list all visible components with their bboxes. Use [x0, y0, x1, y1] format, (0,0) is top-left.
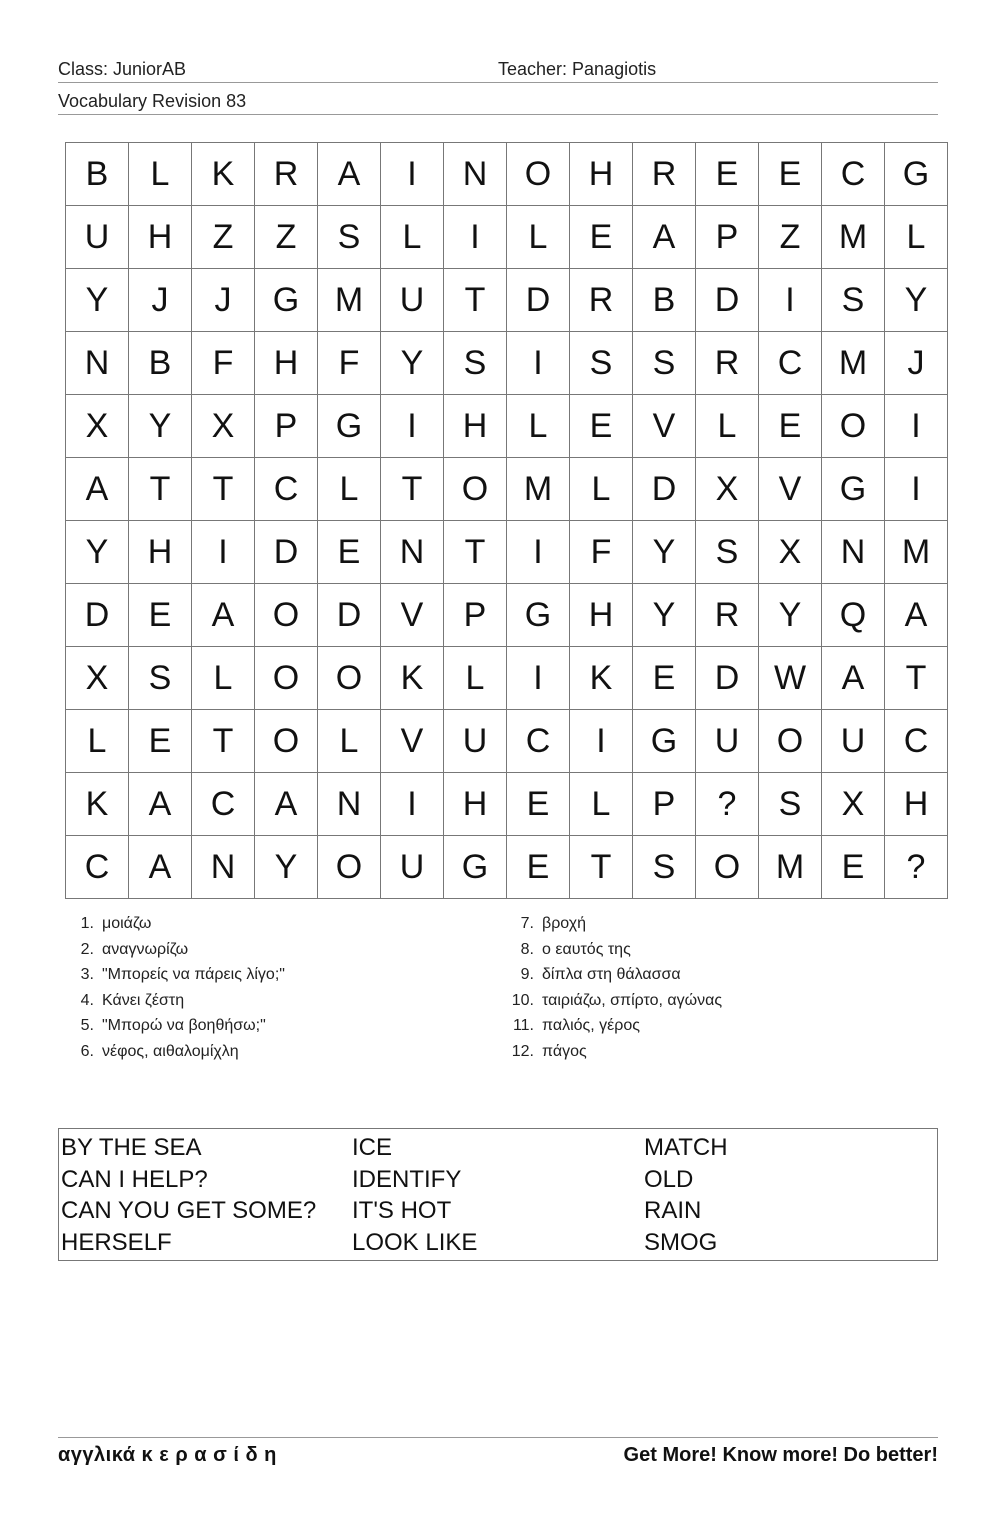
word-bank-entry: RAIN [644, 1197, 702, 1224]
grid-cell[interactable]: I [507, 521, 570, 584]
grid-cell[interactable]: Z [192, 206, 255, 269]
grid-cell[interactable]: Z [759, 206, 822, 269]
grid-cell[interactable]: J [129, 269, 192, 332]
grid-cell[interactable]: F [570, 521, 633, 584]
grid-row [66, 584, 948, 647]
clue-number: 7. [520, 915, 534, 932]
grid-cell[interactable]: V [759, 458, 822, 521]
grid-cell[interactable]: A [129, 773, 192, 836]
grid-row [66, 269, 948, 332]
grid-cell[interactable]: G [822, 458, 885, 521]
grid-cell[interactable]: D [255, 521, 318, 584]
word-bank-entry: BY THE SEA [61, 1134, 202, 1161]
grid-cell[interactable]: E [759, 395, 822, 458]
grid-cell[interactable]: C [255, 458, 318, 521]
grid-cell[interactable]: H [570, 143, 633, 206]
grid-cell[interactable]: I [381, 395, 444, 458]
clue-number: 4. [80, 991, 94, 1009]
grid-cell[interactable]: L [507, 395, 570, 458]
grid-cell[interactable]: S [318, 206, 381, 269]
grid-cell[interactable]: M [318, 269, 381, 332]
word-bank-entry: ICE [352, 1134, 393, 1161]
grid-cell[interactable]: A [255, 773, 318, 836]
grid-cell[interactable]: H [885, 773, 948, 836]
grid-cell[interactable]: F [318, 332, 381, 395]
grid-cell[interactable]: J [885, 332, 948, 395]
footer-brand: αγγλικά κ ε ρ α σ ί δ η [58, 1444, 277, 1466]
clue-number: 6. [80, 1042, 94, 1060]
grid-cell[interactable]: X [696, 458, 759, 521]
grid-cell[interactable]: I [759, 269, 822, 332]
grid-cell[interactable]: E [318, 521, 381, 584]
header-row-2 [58, 90, 938, 115]
grid-cell[interactable]: Y [633, 584, 696, 647]
grid-cell[interactable]: D [633, 458, 696, 521]
grid-cell[interactable]: U [444, 710, 507, 773]
grid-cell[interactable]: E [570, 206, 633, 269]
grid-cell[interactable]: I [444, 206, 507, 269]
grid-cell[interactable]: I [507, 332, 570, 395]
grid-cell[interactable]: T [885, 647, 948, 710]
grid-cell[interactable]: I [381, 773, 444, 836]
clue-item [58, 913, 285, 939]
grid-cell[interactable]: L [570, 773, 633, 836]
grid-cell[interactable]: E [822, 836, 885, 899]
grid-cell[interactable]: L [696, 395, 759, 458]
class-label: Class: JuniorAB [58, 59, 187, 79]
grid-cell[interactable]: P [633, 773, 696, 836]
grid-cell[interactable]: M [885, 521, 948, 584]
grid-cell[interactable]: H [255, 332, 318, 395]
clue-number: 8. [520, 940, 534, 958]
grid-cell[interactable]: ? [885, 836, 948, 899]
grid-cell[interactable]: A [66, 458, 129, 521]
grid-cell[interactable]: M [507, 458, 570, 521]
clue-text: βροχή [542, 915, 587, 932]
grid-cell[interactable]: A [192, 584, 255, 647]
grid-row [66, 773, 948, 836]
grid-cell[interactable]: Y [66, 269, 129, 332]
grid-cell[interactable]: D [66, 584, 129, 647]
grid-cell[interactable]: X [66, 395, 129, 458]
grid-row [66, 710, 948, 773]
clue-item [58, 939, 285, 965]
grid-cell[interactable]: S [129, 647, 192, 710]
grid-cell[interactable]: I [570, 710, 633, 773]
grid-cell[interactable]: Z [255, 206, 318, 269]
grid-cell[interactable]: T [444, 521, 507, 584]
grid-cell[interactable]: B [129, 332, 192, 395]
grid-cell[interactable]: M [759, 836, 822, 899]
grid-cell[interactable]: X [822, 773, 885, 836]
grid-cell[interactable]: O [444, 458, 507, 521]
grid-cell[interactable]: O [255, 647, 318, 710]
grid-cell[interactable]: N [381, 521, 444, 584]
grid-cell[interactable]: A [129, 836, 192, 899]
word-search-grid [65, 142, 948, 899]
grid-cell[interactable]: O [255, 584, 318, 647]
clue-text: νέφος, αιθαλομίχλη [102, 1042, 239, 1060]
grid-cell[interactable]: Y [381, 332, 444, 395]
clue-item [58, 990, 285, 1016]
grid-cell[interactable]: M [822, 332, 885, 395]
grid-cell[interactable]: X [192, 395, 255, 458]
worksheet-title: Vocabulary Revision 83 [58, 91, 247, 111]
clue-number: 3. [80, 966, 94, 984]
clue-number: 10. [511, 991, 534, 1009]
grid-cell[interactable]: I [885, 458, 948, 521]
grid-cell[interactable]: G [507, 584, 570, 647]
grid-cell[interactable]: Y [66, 521, 129, 584]
grid-cell[interactable]: T [192, 710, 255, 773]
clue-text: ο εαυτός της [542, 940, 631, 958]
grid-cell[interactable]: T [444, 269, 507, 332]
grid-cell[interactable]: K [192, 143, 255, 206]
grid-cell[interactable]: Q [822, 584, 885, 647]
clue-item [498, 964, 722, 990]
grid-cell[interactable]: O [255, 710, 318, 773]
grid-cell[interactable]: G [444, 836, 507, 899]
grid-cell[interactable]: E [507, 773, 570, 836]
grid-cell[interactable]: E [507, 836, 570, 899]
grid-cell[interactable]: A [318, 143, 381, 206]
grid-cell[interactable]: R [570, 269, 633, 332]
grid-cell[interactable]: L [444, 647, 507, 710]
grid-cell[interactable]: J [192, 269, 255, 332]
grid-cell[interactable]: N [318, 773, 381, 836]
clue-item [498, 1041, 722, 1067]
grid-cell[interactable]: L [318, 458, 381, 521]
clue-text: ταιριάζω, σπίρτο, αγώνας [542, 991, 723, 1009]
word-bank [58, 1128, 938, 1261]
grid-cell[interactable]: S [759, 773, 822, 836]
grid-cell[interactable]: G [318, 395, 381, 458]
grid-cell[interactable]: Y [255, 836, 318, 899]
grid-cell[interactable]: U [822, 710, 885, 773]
word-bank-entry: LOOK LIKE [352, 1228, 478, 1256]
grid-cell[interactable]: N [444, 143, 507, 206]
grid-cell[interactable]: E [696, 143, 759, 206]
grid-cell[interactable]: R [696, 332, 759, 395]
grid-cell[interactable]: E [129, 710, 192, 773]
grid-cell[interactable]: E [570, 395, 633, 458]
grid-cell[interactable]: I [381, 143, 444, 206]
grid-cell[interactable]: S [822, 269, 885, 332]
clue-text: Κάνει ζέστη [102, 991, 185, 1009]
grid-row [66, 458, 948, 521]
grid-cell[interactable]: D [318, 584, 381, 647]
grid-cell[interactable]: U [381, 836, 444, 899]
grid-cell[interactable]: Y [885, 269, 948, 332]
footer-slogan: Get More! Know more! Do better! [623, 1444, 938, 1466]
grid-cell[interactable]: L [507, 206, 570, 269]
clue-item [58, 1015, 285, 1041]
clue-number: 2. [80, 940, 94, 958]
grid-cell[interactable]: G [633, 710, 696, 773]
grid-cell[interactable]: O [822, 395, 885, 458]
grid-cell[interactable]: H [570, 584, 633, 647]
grid-cell[interactable]: U [696, 710, 759, 773]
clue-text: "Μπορώ να βοηθήσω;" [102, 1017, 266, 1035]
grid-cell[interactable]: T [570, 836, 633, 899]
grid-cell[interactable]: O [318, 647, 381, 710]
grid-cell[interactable]: H [129, 521, 192, 584]
grid-cell[interactable]: T [192, 458, 255, 521]
grid-cell[interactable]: S [633, 332, 696, 395]
clue-item [58, 964, 285, 990]
word-bank-column [352, 1132, 477, 1258]
grid-cell[interactable]: A [885, 584, 948, 647]
grid-row [66, 395, 948, 458]
grid-cell[interactable]: D [507, 269, 570, 332]
word-bank-entry: IT'S HOT [352, 1197, 452, 1224]
grid-cell[interactable]: A [822, 647, 885, 710]
clue-item [498, 990, 722, 1016]
word-bank-entry: MATCH [644, 1134, 728, 1161]
grid-cell[interactable]: A [633, 206, 696, 269]
grid-cell[interactable]: O [507, 143, 570, 206]
grid-cell[interactable]: T [381, 458, 444, 521]
clue-item [498, 1015, 722, 1041]
grid-cell[interactable]: N [66, 332, 129, 395]
grid-cell[interactable]: T [129, 458, 192, 521]
grid-cell[interactable]: O [759, 710, 822, 773]
clue-text: αναγνωρίζω [102, 940, 189, 958]
grid-cell[interactable]: E [129, 584, 192, 647]
grid-cell[interactable]: R [696, 584, 759, 647]
clue-number: 11. [512, 1017, 534, 1035]
grid-cell[interactable]: X [759, 521, 822, 584]
grid-cell[interactable]: Y [759, 584, 822, 647]
grid-cell[interactable]: K [570, 647, 633, 710]
clue-text: "Μπορείς να πάρεις λίγο;" [102, 966, 285, 984]
grid-cell[interactable]: D [696, 647, 759, 710]
grid-cell[interactable]: S [696, 521, 759, 584]
grid-cell[interactable]: O [318, 836, 381, 899]
grid-row [66, 647, 948, 710]
clue-item [58, 1041, 285, 1067]
grid-cell[interactable]: C [822, 143, 885, 206]
grid-cell[interactable]: C [759, 332, 822, 395]
grid-row [66, 521, 948, 584]
grid-row [66, 332, 948, 395]
grid-cell[interactable]: L [318, 710, 381, 773]
grid-cell[interactable]: G [255, 269, 318, 332]
clue-number: 5. [80, 1017, 94, 1035]
grid-cell[interactable]: F [192, 332, 255, 395]
word-bank-column [644, 1132, 728, 1258]
grid-cell[interactable]: C [507, 710, 570, 773]
grid-cell[interactable]: C [885, 710, 948, 773]
clue-text: πάγος [542, 1042, 587, 1060]
clue-number: 9. [520, 966, 534, 984]
footer [58, 1437, 938, 1478]
grid-cell[interactable]: L [885, 206, 948, 269]
grid-cell[interactable]: W [759, 647, 822, 710]
grid-cell[interactable]: L [66, 710, 129, 773]
clue-item [498, 913, 722, 939]
word-bank-entry: SMOG [644, 1228, 718, 1256]
grid-cell[interactable]: X [66, 647, 129, 710]
grid-cell[interactable]: Y [633, 521, 696, 584]
grid-cell[interactable]: C [66, 836, 129, 899]
grid-cell[interactable]: S [570, 332, 633, 395]
grid-cell[interactable]: R [633, 143, 696, 206]
grid-cell[interactable]: U [381, 269, 444, 332]
word-bank-column [61, 1132, 316, 1258]
clue-text: δίπλα στη θάλασσα [542, 966, 681, 984]
grid-cell[interactable]: K [381, 647, 444, 710]
clue-text: μοιάζω [102, 915, 152, 932]
grid-cell[interactable]: V [381, 710, 444, 773]
grid-row [66, 206, 948, 269]
grid-row [66, 143, 948, 206]
grid-cell[interactable]: P [444, 584, 507, 647]
grid-cell[interactable]: L [129, 143, 192, 206]
word-bank-entry: HERSELF [61, 1228, 172, 1256]
clue-number: 1. [80, 915, 94, 932]
header-row-1 [58, 58, 938, 83]
grid-cell[interactable]: S [444, 332, 507, 395]
grid-cell[interactable]: O [696, 836, 759, 899]
grid-cell[interactable]: G [885, 143, 948, 206]
grid-cell[interactable]: N [192, 836, 255, 899]
grid-cell[interactable]: I [885, 395, 948, 458]
word-bank-entry: OLD [644, 1165, 694, 1193]
grid-cell[interactable]: S [633, 836, 696, 899]
word-bank-entry: CAN I HELP? [61, 1165, 208, 1193]
clue-item [498, 939, 722, 965]
grid-cell[interactable]: H [444, 395, 507, 458]
grid-cell[interactable]: B [633, 269, 696, 332]
grid-cell[interactable]: V [633, 395, 696, 458]
grid-cell[interactable]: ? [696, 773, 759, 836]
grid-cell[interactable]: L [570, 458, 633, 521]
grid-cell[interactable]: Y [129, 395, 192, 458]
clue-text: παλιός, γέρος [542, 1017, 640, 1035]
grid-cell[interactable]: H [444, 773, 507, 836]
grid-cell[interactable]: P [255, 395, 318, 458]
grid-cell[interactable]: I [507, 647, 570, 710]
word-bank-entry: IDENTIFY [352, 1165, 462, 1193]
word-bank-entry: CAN YOU GET SOME? [61, 1197, 317, 1224]
grid-cell[interactable]: N [822, 521, 885, 584]
grid-cell[interactable]: E [633, 647, 696, 710]
grid-cell[interactable]: M [822, 206, 885, 269]
clue-number: 12. [511, 1042, 534, 1060]
clue-list-left [58, 913, 285, 1067]
grid-cell[interactable]: V [381, 584, 444, 647]
grid-cell[interactable]: L [192, 647, 255, 710]
grid-cell[interactable]: R [255, 143, 318, 206]
grid-row [66, 836, 948, 899]
grid-cell[interactable]: K [66, 773, 129, 836]
grid-cell[interactable]: E [759, 143, 822, 206]
clue-list-right [498, 913, 722, 1067]
grid-cell[interactable]: P [696, 206, 759, 269]
teacher-label: Teacher: Panagiotis [498, 59, 657, 79]
grid-cell[interactable]: C [192, 773, 255, 836]
grid-cell[interactable]: D [696, 269, 759, 332]
grid-cell[interactable]: H [129, 206, 192, 269]
grid-cell[interactable]: B [66, 143, 129, 206]
grid-cell[interactable]: I [192, 521, 255, 584]
grid-cell[interactable]: U [66, 206, 129, 269]
grid-cell[interactable]: L [381, 206, 444, 269]
